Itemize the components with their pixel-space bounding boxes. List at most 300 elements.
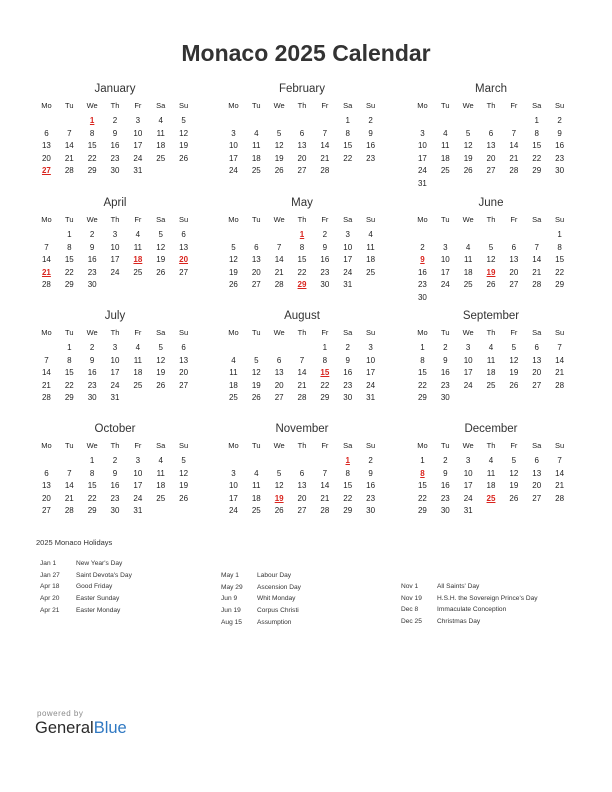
empty-cell [525, 229, 548, 242]
holiday-row [401, 604, 538, 616]
month-name: April [103, 197, 127, 209]
day-cell: 5 [158, 343, 163, 352]
month-name: September [462, 310, 520, 322]
day-cell: 28 [555, 493, 565, 503]
day-cell: 13 [297, 141, 307, 151]
day-cell: 20 [41, 493, 51, 503]
weekday-label: Sa [343, 101, 353, 110]
weekday-label: Su [365, 215, 376, 224]
holiday-column [40, 558, 132, 616]
empty-cell [457, 229, 480, 242]
day-cell: 4 [465, 242, 471, 252]
empty-cell [291, 342, 314, 355]
day-cell: 8 [67, 242, 72, 252]
empty-cell [457, 292, 480, 305]
day-cell: 17 [110, 368, 120, 378]
day-cell: 26 [486, 280, 496, 290]
day-cell: 18 [366, 255, 376, 265]
weekday-label: Fr [134, 101, 142, 110]
day-cell: 28 [41, 393, 51, 403]
day-cell: 28 [509, 166, 519, 176]
week-row [411, 493, 571, 506]
weekday-label: Fr [134, 215, 142, 224]
day-cell: 10 [417, 141, 427, 151]
day-cell: 23 [366, 153, 376, 163]
day-cell: 30 [87, 280, 97, 290]
day-cell: 15 [417, 481, 427, 491]
day-cell: 4 [368, 230, 373, 239]
empty-cell [35, 455, 58, 468]
weekday-label: Th [297, 215, 307, 224]
day-cell: 11 [486, 355, 496, 365]
day-cell: 12 [228, 255, 238, 265]
day-cell: 31 [366, 393, 376, 403]
week-row [411, 468, 571, 481]
day-cell: 7 [67, 468, 72, 478]
weekday-label: Fr [510, 328, 518, 337]
day-cell: 8 [420, 355, 425, 365]
week-row [35, 115, 195, 128]
day-cell: 18 [251, 493, 261, 503]
day-cell: 28 [297, 393, 307, 403]
holiday-date-label: Jun 9 [221, 595, 238, 603]
week-row [411, 292, 571, 305]
day-cell: 26 [274, 166, 284, 176]
day-cell: 10 [440, 255, 450, 265]
day-cell: 15 [532, 141, 542, 151]
week-row [222, 480, 382, 493]
day-cell: 7 [511, 128, 517, 138]
day-cell: 6 [276, 355, 282, 365]
day-cell: 30 [366, 506, 376, 516]
week-row [222, 254, 382, 267]
day-cell: 6 [254, 242, 259, 252]
day-cell: 15 [87, 481, 97, 491]
holiday-date-label: Apr 20 [40, 595, 60, 603]
day-cell: 25 [156, 153, 166, 163]
month-october [35, 422, 195, 518]
day-cell: 16 [320, 255, 330, 265]
week-row [222, 153, 382, 166]
empty-cell [359, 165, 382, 178]
holiday-date-label: Dec 8 [401, 606, 419, 614]
weekday-label: Th [486, 101, 496, 110]
day-cell: 14 [41, 255, 51, 265]
empty-cell [457, 115, 480, 128]
weekday-label: Su [365, 441, 376, 450]
weekday-label: Su [554, 441, 565, 450]
day-cell: 14 [555, 468, 565, 478]
week-row [35, 267, 195, 280]
day-cell: 7 [322, 468, 328, 478]
day-cell: 14 [64, 481, 74, 491]
day-cell: 29 [64, 280, 74, 290]
week-row [35, 279, 195, 292]
day-cell: 1 [534, 116, 539, 125]
weekday-label: Fr [321, 441, 329, 450]
day-cell: 2 [443, 456, 448, 465]
day-cell: 17 [417, 153, 427, 163]
day-cell: 1 [89, 456, 95, 465]
day-cell: 2 [420, 242, 425, 252]
empty-cell [457, 392, 480, 405]
day-cell: 30 [320, 280, 330, 290]
day-cell: 12 [509, 468, 519, 478]
weekday-label: Mo [417, 328, 428, 337]
day-cell: 5 [181, 116, 186, 125]
holiday-row [40, 605, 132, 617]
day-cell: 2 [112, 116, 118, 125]
month-name: November [275, 423, 329, 435]
week-row [35, 342, 195, 355]
day-cell: 13 [179, 355, 189, 365]
day-cell: 7 [557, 456, 562, 465]
holiday-name: Easter Sunday [76, 595, 120, 603]
day-cell: 20 [297, 493, 307, 503]
weekday-label: Su [554, 328, 565, 337]
day-cell: 28 [555, 380, 565, 390]
week-row [35, 493, 195, 506]
holiday-row [40, 593, 132, 605]
empty-cell [126, 392, 149, 405]
day-cell: 17 [463, 368, 473, 378]
empty-cell [480, 505, 503, 518]
day-cell: 16 [110, 481, 120, 491]
day-cell: 8 [67, 355, 72, 365]
day-cell: 20 [41, 153, 51, 163]
holiday-name: Saint Devota's Day [76, 571, 132, 579]
day-cell: 14 [555, 355, 565, 365]
empty-cell [480, 292, 503, 305]
empty-cell [172, 279, 195, 292]
day-cell: 27 [179, 380, 189, 390]
day-cell: 9 [443, 468, 448, 478]
weekday-label: Su [178, 215, 189, 224]
week-row [411, 128, 571, 141]
day-cell: 16 [417, 267, 427, 277]
day-cell: 21 [274, 267, 284, 277]
week-row [411, 342, 571, 355]
day-cell: 24 [110, 380, 120, 390]
day-cell: 2 [557, 116, 562, 125]
empty-cell [222, 229, 245, 242]
weekday-label: We [462, 441, 474, 450]
weekday-label: We [462, 101, 474, 110]
weekday-label: We [273, 101, 285, 110]
day-cell: 20 [532, 368, 542, 378]
day-cell: 1 [322, 343, 328, 352]
weekday-header [35, 326, 195, 339]
day-cell: 11 [133, 242, 143, 252]
week-row [222, 115, 382, 128]
day-cell: 27 [509, 280, 519, 290]
day-cell: 28 [41, 280, 51, 290]
day-cell: 7 [534, 242, 539, 252]
weekday-label: Tu [441, 328, 450, 337]
holiday-date-label: Dec 25 [401, 618, 422, 626]
day-cell: 15 [555, 255, 565, 265]
day-cell: 10 [366, 355, 376, 365]
week-row [222, 367, 382, 380]
day-cell: 26 [228, 280, 238, 290]
week-row [35, 380, 195, 393]
holiday-name: All Saints' Day [437, 583, 480, 590]
day-cell: 26 [179, 493, 189, 503]
empty-cell [58, 115, 81, 128]
day-cell: 1 [420, 343, 425, 352]
week-row [35, 367, 195, 380]
day-cell: 6 [488, 128, 494, 138]
weekday-label: Su [554, 215, 565, 224]
day-cell: 13 [41, 481, 51, 491]
empty-cell [525, 505, 548, 518]
month-september [411, 309, 571, 405]
week-row [222, 355, 382, 368]
day-cell: 4 [158, 116, 163, 125]
day-cell: 18 [486, 481, 496, 491]
week-row [411, 115, 571, 128]
brand-blue: Blue [93, 719, 127, 737]
weekday-label: Th [110, 101, 120, 110]
day-cell: 29 [417, 506, 427, 516]
day-cell: 10 [228, 481, 238, 491]
day-cell: 24 [110, 267, 120, 277]
day-cell: 25 [156, 493, 166, 503]
weekday-label: Tu [252, 215, 261, 224]
weekday-label: Mo [41, 101, 52, 110]
day-cell: 27 [532, 380, 542, 390]
day-cell: 26 [274, 506, 284, 516]
holiday-name: Good Friday [76, 583, 113, 591]
day-cell: 14 [41, 368, 51, 378]
holiday-date-label: Nov 1 [401, 583, 419, 590]
weekday-label: Tu [441, 101, 450, 110]
day-cell: 28 [64, 506, 74, 516]
day-cell: 19 [509, 481, 519, 491]
day-cell: 21 [509, 153, 519, 163]
weekday-label: Sa [532, 328, 542, 337]
day-cell: 18 [156, 481, 166, 491]
weekday-label: Tu [252, 441, 261, 450]
brand-general: General [35, 719, 94, 737]
weekday-label: Sa [156, 441, 166, 450]
day-cell: 10 [463, 468, 473, 478]
day-cell: 20 [297, 153, 307, 163]
month-name: August [284, 310, 320, 322]
day-cell: 21 [555, 368, 565, 378]
day-cell: 2 [322, 230, 328, 239]
day-cell: 15 [343, 481, 353, 491]
day-cell: 6 [44, 468, 49, 478]
week-row [411, 367, 571, 380]
weekday-label: Th [110, 215, 120, 224]
day-cell: 27 [179, 267, 189, 277]
day-cell: 30 [110, 166, 120, 176]
week-row [411, 254, 571, 267]
day-cell: 10 [228, 141, 238, 151]
day-cell: 17 [228, 153, 238, 163]
day-cell: 17 [228, 493, 238, 503]
day-cell: 9 [112, 128, 118, 138]
day-cell: 14 [509, 141, 519, 151]
weekday-label: We [86, 441, 98, 450]
weekday-label: Fr [321, 101, 329, 110]
week-row [222, 342, 382, 355]
empty-cell [268, 342, 291, 355]
weekday-label: Mo [228, 441, 239, 450]
day-cell: 26 [509, 380, 519, 390]
day-cell: 30 [440, 506, 450, 516]
day-cell: 9 [368, 468, 373, 478]
holiday-date: 20 [179, 255, 189, 265]
weekday-label: Th [297, 441, 307, 450]
weekday-header [35, 439, 195, 452]
weekday-label: Mo [41, 441, 52, 450]
holiday-row [221, 605, 301, 617]
day-cell: 7 [44, 355, 49, 365]
day-cell: 22 [343, 493, 353, 503]
day-cell: 26 [156, 267, 166, 277]
weekday-label: Su [178, 101, 189, 110]
empty-cell [502, 392, 525, 405]
day-cell: 10 [110, 242, 120, 252]
day-cell: 19 [463, 153, 473, 163]
empty-cell [336, 165, 359, 178]
day-cell: 31 [463, 506, 473, 516]
day-cell: 12 [274, 481, 284, 491]
day-cell: 5 [488, 242, 494, 252]
day-cell: 26 [156, 380, 166, 390]
weekday-label: Tu [441, 441, 450, 450]
day-cell: 1 [67, 343, 72, 352]
empty-cell [268, 229, 291, 242]
week-row [222, 242, 382, 255]
day-cell: 19 [228, 267, 238, 277]
day-cell: 16 [366, 481, 376, 491]
day-cell: 3 [443, 242, 448, 252]
week-row [222, 392, 382, 405]
weekday-header [411, 326, 571, 339]
day-cell: 19 [156, 368, 166, 378]
empty-cell [480, 178, 503, 191]
day-cell: 17 [133, 481, 143, 491]
day-cell: 29 [417, 393, 427, 403]
day-cell: 23 [320, 267, 330, 277]
day-cell: 24 [133, 153, 143, 163]
day-cell: 8 [345, 128, 350, 138]
weekday-header [411, 439, 571, 452]
day-cell: 31 [110, 393, 120, 403]
empty-cell [480, 115, 503, 128]
day-cell: 14 [320, 141, 330, 151]
month-april [35, 196, 195, 292]
weekday-header [35, 213, 195, 226]
weekday-label: Fr [510, 101, 518, 110]
day-cell: 24 [417, 166, 427, 176]
day-cell: 26 [179, 153, 189, 163]
month-name: February [278, 83, 326, 95]
day-cell: 3 [420, 128, 425, 138]
empty-cell [525, 392, 548, 405]
week-row [222, 380, 382, 393]
holiday-name: Easter Monday [76, 606, 121, 614]
weekday-label: Fr [321, 328, 329, 337]
empty-cell [245, 342, 268, 355]
weekday-label: Sa [156, 101, 166, 110]
day-cell: 7 [67, 128, 72, 138]
holiday-date-label: May 1 [221, 572, 239, 579]
day-cell: 8 [89, 128, 95, 138]
weekday-label: We [273, 328, 285, 337]
day-cell: 31 [133, 506, 143, 516]
holiday-date-label: Apr 21 [40, 606, 60, 614]
day-cell: 4 [488, 343, 494, 352]
holiday-name: Immaculate Conception [437, 606, 507, 614]
month-july [35, 309, 195, 405]
empty-cell [548, 292, 571, 305]
day-cell: 29 [320, 393, 330, 403]
day-cell: 2 [368, 116, 373, 125]
day-cell: 25 [366, 267, 376, 277]
day-cell: 17 [133, 141, 143, 151]
holiday-date: 1 [345, 456, 350, 465]
month-february [222, 82, 382, 178]
day-cell: 25 [486, 380, 496, 390]
day-cell: 25 [133, 380, 143, 390]
day-cell: 23 [87, 380, 97, 390]
day-cell: 27 [41, 506, 51, 516]
holiday-date-label: May 29 [221, 583, 243, 591]
day-cell: 16 [366, 141, 376, 151]
day-cell: 20 [486, 153, 496, 163]
day-cell: 16 [440, 481, 450, 491]
holiday-date: 25 [486, 493, 496, 503]
day-cell: 11 [366, 242, 375, 252]
empty-cell [525, 292, 548, 305]
day-cell: 24 [228, 506, 238, 516]
day-cell: 11 [156, 468, 165, 478]
weekday-label: Mo [417, 101, 428, 110]
weekday-header [222, 326, 382, 339]
day-cell: 28 [320, 506, 330, 516]
empty-cell [172, 165, 195, 178]
weekday-label: Sa [156, 328, 166, 337]
holiday-date-label: Jan 1 [40, 560, 57, 567]
day-cell: 11 [252, 141, 261, 151]
holiday-date: 19 [486, 267, 496, 277]
empty-cell [313, 115, 336, 128]
day-cell: 9 [112, 468, 118, 478]
day-cell: 14 [297, 368, 307, 378]
day-cell: 5 [511, 456, 517, 465]
generalblue-logo[interactable] [35, 719, 127, 738]
day-cell: 29 [64, 393, 74, 403]
month-name: October [94, 423, 136, 435]
day-cell: 23 [417, 280, 427, 290]
weekday-label: Su [178, 328, 189, 337]
holiday-name: Assumption [257, 618, 292, 626]
holiday-row [40, 581, 132, 593]
day-cell: 25 [251, 506, 261, 516]
day-cell: 4 [231, 355, 236, 365]
month-august [222, 309, 382, 405]
day-cell: 8 [299, 242, 305, 252]
day-cell: 30 [440, 393, 450, 403]
day-cell: 19 [251, 380, 261, 390]
day-cell: 3 [135, 116, 141, 125]
month-december [411, 422, 571, 518]
day-cell: 3 [345, 230, 350, 239]
